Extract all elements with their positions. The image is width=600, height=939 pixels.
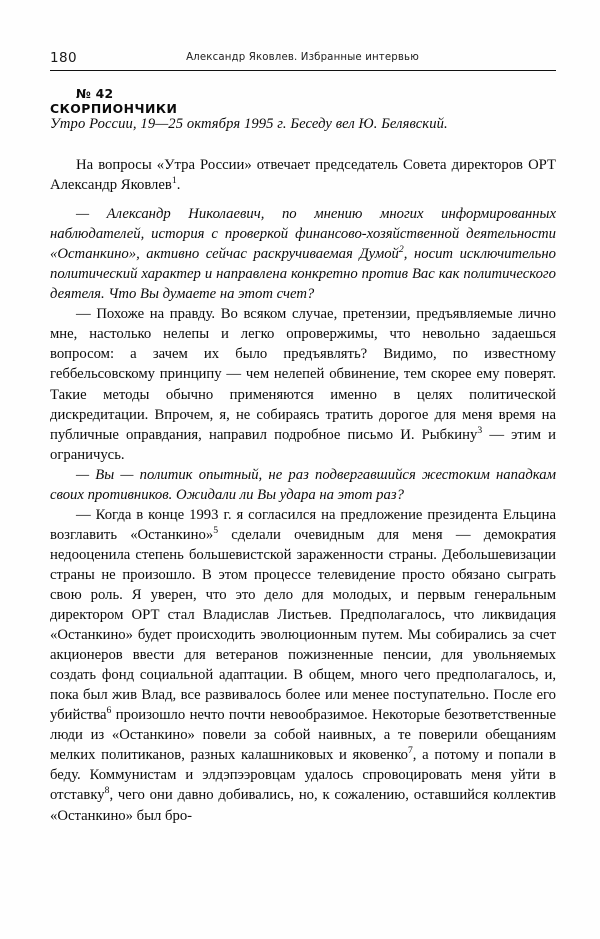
answer-1-text-tail: — этим и ограничусь.: [50, 426, 556, 463]
footnote-marker-5: 6: [106, 705, 112, 717]
page-title: СКОРПИОНЧИКИ: [50, 101, 178, 116]
body-text: [50, 146, 556, 826]
question-1-text: — Александр Николаевич, по мнению многих информированных наблюдателей, история с проверкой финансово-хозяйственной деятельности «Останкино», активно сейчас раскручиваемая Думой: [50, 206, 556, 263]
intro-paragraph: [50, 155, 556, 195]
running-head-title: Александр Яковлев. Избранные интервью: [186, 52, 419, 63]
source-line: Утро России, 19—25 октября 1995 г. Беседу вел Ю. Белявский.: [50, 116, 448, 132]
answer-2-seg-2: сделали очевидным для меня — демократия недооценила степень большевистской зараженности страны. Дебольшевизации страны не произошло. В этом процессе телевидение просто обязано сыграть свою роль. Я уверен, что это дело для молодых, и первым генеральным директором ОРТ стал Владислав Листьев. Предполагалось, что ликвидация «Останкино» будет происходить эволюционным путем. Мы собирались за счет акционеров ввести для ветеранов пожизненные пенсии, для увольняемых создать фонд социальной адаптации. В общем, много чего предполагалось, и, пока был жив Влад, все развивалось более или менее поступательно. После его убийства: [50, 526, 556, 724]
footnote-marker-6: 7: [407, 745, 413, 757]
footnote-marker-3: 3: [477, 424, 483, 436]
intro-text-tail: .: [176, 177, 181, 194]
question-paragraph-1: [50, 204, 556, 304]
answer-paragraph-1: [50, 304, 556, 464]
question-1-text-tail: , носит исключительно политический характер и направлена конкретно против Вас как политического деятеля. Что Вы думаете на этот счет?: [50, 246, 556, 303]
answer-2-seg-3: произошло нечто почти невообразимое. Некоторые безответственные люди из «Останкино» повели за собой наивных, а те поверили обещаниям мелких политиканов, разных калашниковых и яковенко: [50, 707, 556, 764]
document-number: № 42: [76, 86, 114, 101]
page-number: 180: [50, 50, 77, 66]
answer-1-text: — Похоже на правду. Во всяком случае, претензии, предъявляемые лично мне, настолько нелепы и легко опровержимы, что невольно задаешься вопросом: а зачем их было предъявлять? Видимо, по известному геббельсовскому принципу — чем нелепей обвинение, тем скорее ему поверят. Такие методы обычно применяются именно в целях политической дискредитации. Впрочем, я, не собираясь тратить дорогое для меня время на публичные оправдания, направил подробное письмо И. Рыбкину: [50, 306, 556, 443]
footnote-marker-1: 1: [171, 175, 177, 187]
footnote-marker-4: 5: [213, 524, 219, 536]
answer-paragraph-2: [50, 505, 556, 826]
answer-2-seg-5: , чего они давно добивались, но, к сожалению, оставшийся коллектив «Останкино» был бро-: [50, 787, 556, 824]
answer-2-seg-4: , а потому и попали в беду. Коммунистам и элдэпээровцам удалось спровоцировать меня уйти в отставку: [50, 747, 556, 804]
question-2-text: — Вы — политик опытный, не раз подвергавшийся жестоким нападкам своих противников. Ожидали ли Вы удара на этот раз?: [50, 466, 556, 503]
question-paragraph-2: [50, 465, 556, 505]
answer-2-text: — Когда в конце 1993 г. я согласился на предложение президента Ельцина возглавить «Останкино»: [50, 506, 556, 543]
footnote-marker-2: 2: [398, 244, 404, 256]
intro-text: На вопросы «Утра России» отвечает председатель Совета директоров ОРТ Александр Яковлев: [50, 157, 556, 194]
footnote-marker-7: 8: [104, 785, 110, 797]
running-head: [50, 50, 555, 70]
header-rule: [50, 70, 556, 71]
